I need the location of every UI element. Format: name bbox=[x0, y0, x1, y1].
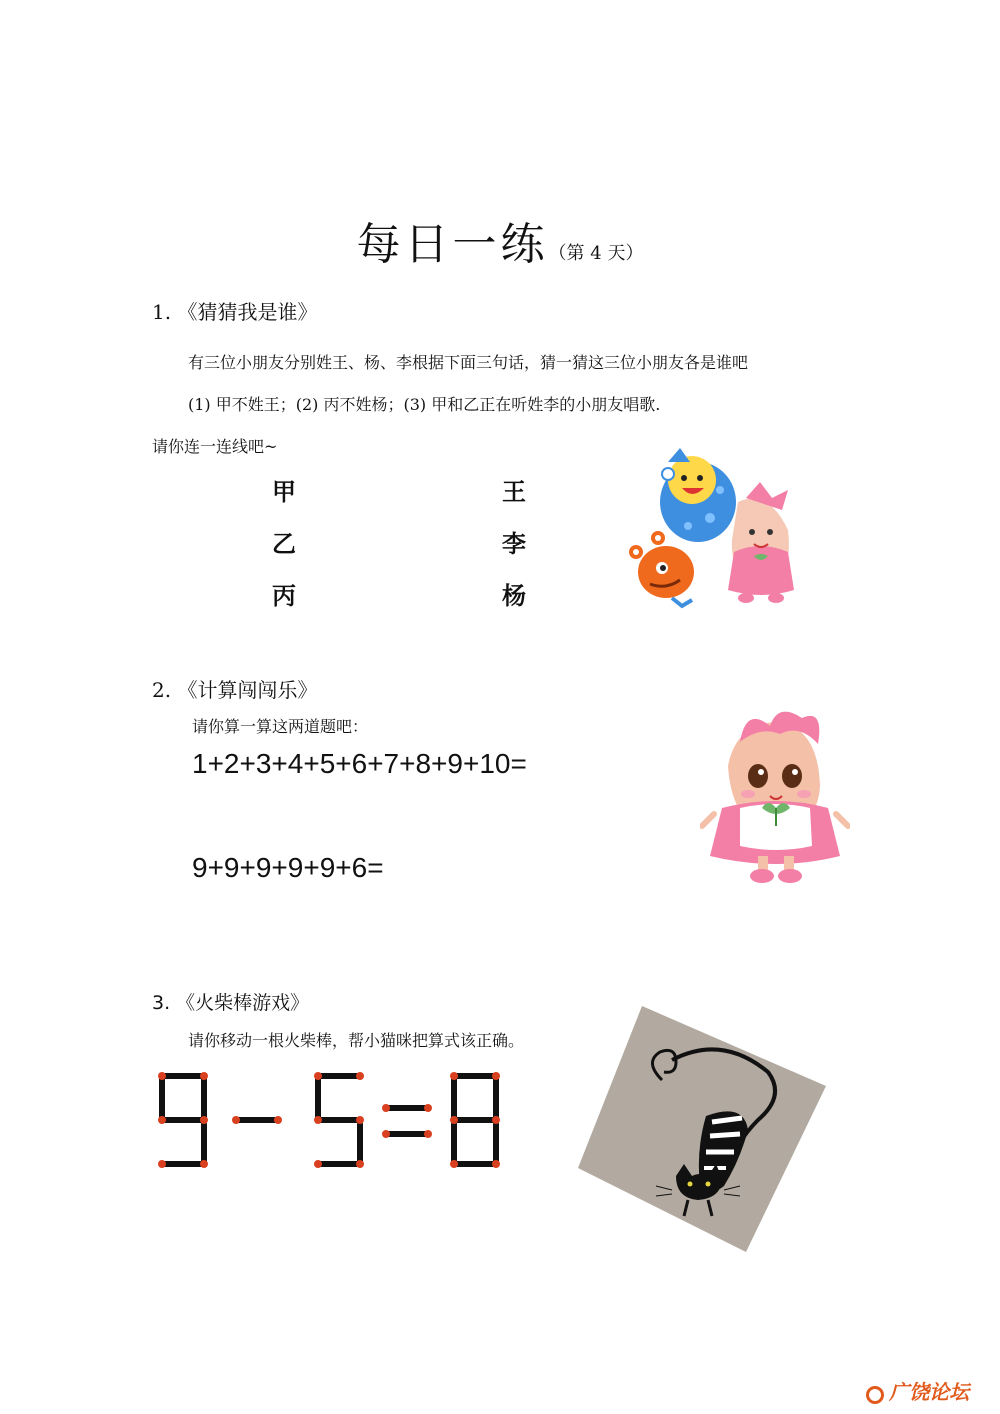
watermark-text: 广饶论坛 bbox=[889, 1380, 970, 1404]
page-title bbox=[0, 208, 1000, 272]
right-item-wang[interactable]: 王 bbox=[502, 478, 526, 506]
left-item-bing[interactable]: 丙 bbox=[272, 582, 296, 610]
left-item-yi[interactable]: 乙 bbox=[272, 530, 296, 558]
math-problem-2: 9+9+9+9+9+6= bbox=[192, 852, 384, 883]
right-item-li[interactable]: 李 bbox=[502, 530, 526, 558]
watermark-g-icon bbox=[866, 1386, 884, 1404]
pink-girl-illustration bbox=[700, 696, 850, 888]
matchstick-equals bbox=[386, 1108, 428, 1134]
cartoon-friends-illustration bbox=[610, 440, 810, 620]
section3-heading: 3. 《火柴棒游戏》 bbox=[152, 992, 310, 1014]
section1-intro: 有三位小朋友分别姓王、杨、李根据下面三句话，猜一猜这三位小朋友各是谁吧 bbox=[188, 353, 749, 372]
cat-illustration bbox=[572, 1000, 832, 1260]
section1-instruction: 请你连一连线吧~ bbox=[152, 437, 278, 456]
right-item-yang[interactable]: 杨 bbox=[502, 582, 526, 610]
math-problem-1: 1+2+3+4+5+6+7+8+9+10= bbox=[192, 748, 527, 779]
watermark-logo bbox=[866, 1376, 969, 1405]
matchstick-equation[interactable] bbox=[150, 1066, 520, 1178]
section3-instruction: 请你移动一根火柴棒，帮小猫咪把算式该正确。 bbox=[188, 1031, 525, 1050]
blue-character-icon bbox=[660, 448, 736, 542]
matchstick-digit-5 bbox=[318, 1076, 360, 1164]
pink-girl-icon bbox=[702, 712, 848, 883]
left-item-jia[interactable]: 甲 bbox=[272, 478, 296, 506]
title-main: 每日一练 bbox=[356, 219, 549, 270]
title-day: （第 4 天） bbox=[548, 243, 644, 264]
section2-instruction: 请你算一算这两道题吧： bbox=[192, 717, 369, 736]
pink-girl-icon bbox=[728, 482, 794, 603]
matchstick-digit-9 bbox=[162, 1076, 204, 1164]
section1-clues: (1) 甲不姓王；(2) 丙不姓杨；(3) 甲和乙正在听姓李的小朋友唱歌. bbox=[188, 395, 661, 414]
section1-heading: 1. 《猜猜我是谁》 bbox=[152, 300, 318, 324]
section2-heading: 2. 《计算闯闯乐》 bbox=[152, 678, 318, 702]
matchstick-digit-8 bbox=[454, 1076, 496, 1164]
orange-crab-icon bbox=[629, 531, 694, 606]
